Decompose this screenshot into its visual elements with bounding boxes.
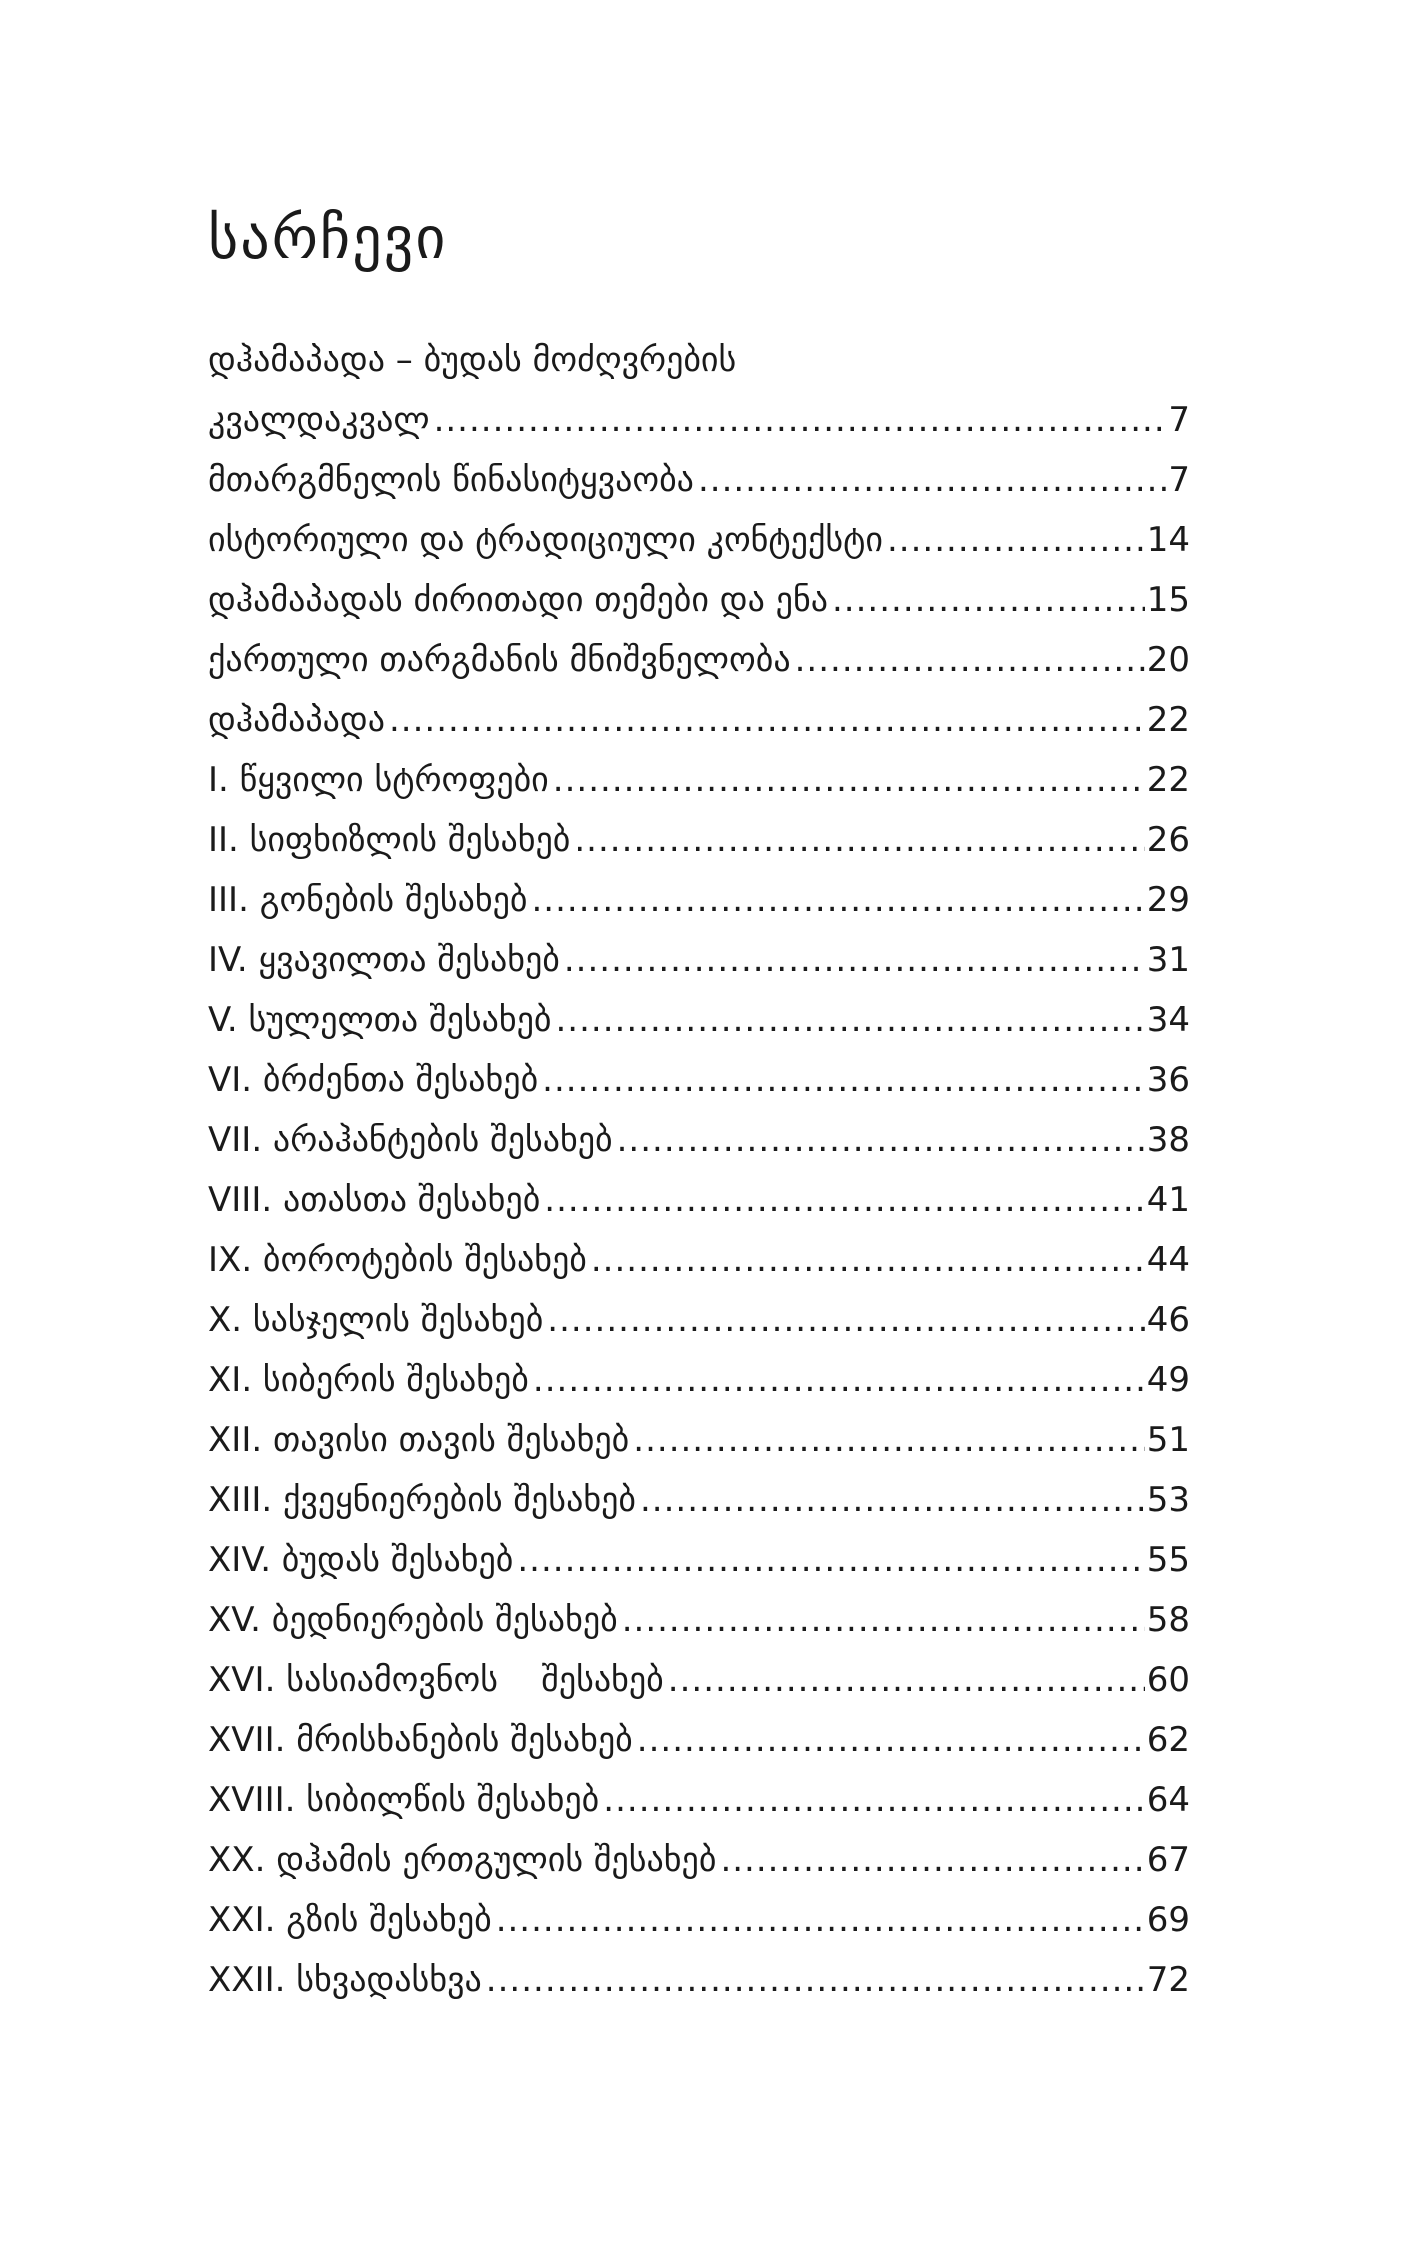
toc-entry[interactable] [208,1710,1190,1770]
dot-leader [640,1470,1145,1530]
toc-page-number: 34 [1146,1000,1190,1040]
toc-entry-text: XXI. გზის შესახებ [208,1900,492,1940]
page-title: სარჩევი [208,204,448,272]
toc-page-number: 20 [1146,640,1190,680]
toc-page-number: 62 [1146,1720,1190,1760]
toc-page-number: 46 [1146,1300,1190,1340]
toc-entry[interactable] [208,930,1190,990]
toc-entry-text: X. სასჯელის შესახებ [208,1300,544,1340]
toc-page-number: 14 [1146,520,1190,560]
toc-entry-text: XI. სიბერის შესახებ [208,1360,529,1400]
dot-leader [544,1170,1144,1230]
toc-entry-text: XX. დჰამის ერთგულის შესახებ [208,1840,717,1880]
toc-page-number: 22 [1146,760,1190,800]
dot-leader [574,810,1144,870]
toc-entry[interactable] [208,1650,1190,1710]
toc-page-number: 72 [1146,1960,1190,2000]
toc-page-number: 7 [1168,460,1190,500]
toc-entry[interactable] [208,1050,1190,1110]
toc-entry[interactable] [208,1350,1190,1410]
toc-entry-text: VII. არაჰანტების შესახებ [208,1120,613,1160]
toc-entry-text: IX. ბოროტების შესახებ [208,1240,587,1280]
toc-entry[interactable] [208,1770,1190,1830]
toc-entry-text: IV. ყვავილთა შესახებ [208,940,560,980]
dot-leader [591,1230,1145,1290]
toc-entry-text: XXII. სხვადასხვა [208,1960,482,2000]
toc-page-number: 49 [1146,1360,1190,1400]
toc-entry-text: დჰამაპადა [208,700,385,740]
dot-leader [389,690,1145,750]
toc-entry[interactable] [208,1830,1190,1890]
toc-entry-text: XVI. სასიამოვნოს შესახებ [208,1660,664,1700]
toc-page-number: 7 [1168,400,1190,440]
toc-page-number: 53 [1146,1480,1190,1520]
toc-entry[interactable] [208,570,1190,630]
toc-page-number: 67 [1146,1840,1190,1880]
toc-entry-text: XVIII. სიბილწის შესახებ [208,1780,600,1820]
toc-entry[interactable] [208,510,1190,570]
toc-entry[interactable] [208,810,1190,870]
dot-leader [553,750,1145,810]
toc-entry-text: XIV. ბუდას შესახებ [208,1540,514,1580]
toc-entry-text: XIII. ქვეყნიერების შესახებ [208,1480,636,1520]
toc-entry-text: ისტორიული და ტრადიციული კონტექსტი [208,520,883,560]
dot-leader [556,990,1145,1050]
toc-entry[interactable] [208,690,1190,750]
dot-leader [637,1710,1145,1770]
toc-entry-text: XII. თავისი თავის შესახებ [208,1420,630,1460]
toc-entry-heading[interactable] [208,330,1190,390]
dot-leader [720,1830,1144,1890]
toc-entry-text: VI. ბრძენთა შესახებ [208,1060,539,1100]
toc-page-number: 31 [1146,940,1190,980]
toc-entry[interactable] [208,1470,1190,1530]
dot-leader [832,570,1145,630]
dot-leader [668,1650,1145,1710]
toc-entry-text: V. სულელთა შესახებ [208,1000,552,1040]
toc-page-number: 58 [1146,1600,1190,1640]
toc-entry[interactable] [208,870,1190,930]
toc-entry[interactable] [208,1890,1190,1950]
toc-entry[interactable] [208,1950,1190,2010]
toc-entry[interactable] [208,990,1190,1050]
toc-page-number: 55 [1146,1540,1190,1580]
toc-page-number: 44 [1146,1240,1190,1280]
toc-page-number: 26 [1146,820,1190,860]
toc-page-number: 64 [1146,1780,1190,1820]
toc-entry[interactable] [208,1290,1190,1350]
dot-leader [486,1950,1145,2010]
toc-entry-text: XV. ბედნიერების შესახებ [208,1600,618,1640]
toc-entry[interactable] [208,1530,1190,1590]
dot-leader [622,1590,1145,1650]
toc-page-number: 15 [1146,580,1190,620]
toc-entry-text: XVII. მრისხანების შესახებ [208,1720,633,1760]
toc-entry[interactable] [208,1170,1190,1230]
dot-leader [698,450,1166,510]
toc-entry-text: დჰამაპადა – ბუდას მოძღვრების [208,340,737,380]
toc-page-number: 22 [1146,700,1190,740]
toc-page-number: 29 [1146,880,1190,920]
toc-page-number: 36 [1146,1060,1190,1100]
toc-entry-text: III. გონების შესახებ [208,880,528,920]
dot-leader [633,1410,1144,1470]
table-of-contents [208,330,1190,2010]
dot-leader [517,1530,1144,1590]
dot-leader [887,510,1145,570]
toc-entry-text: დჰამაპადას ძირითადი თემები და ენა [208,580,828,620]
toc-entry[interactable] [208,1230,1190,1290]
dot-leader [532,870,1145,930]
toc-entry[interactable] [208,1110,1190,1170]
dot-leader [547,1290,1144,1350]
dot-leader [496,1890,1145,1950]
toc-entry[interactable] [208,390,1190,450]
toc-entry-text: II. სიფხიზლის შესახებ [208,820,571,860]
dot-leader [795,630,1145,690]
toc-entry[interactable] [208,750,1190,810]
toc-entry-text: VIII. ათასთა შესახებ [208,1180,541,1220]
dot-leader [564,930,1145,990]
toc-page-number: 38 [1146,1120,1190,1160]
toc-page-number: 51 [1146,1420,1190,1460]
toc-page-number: 41 [1146,1180,1190,1220]
toc-entry[interactable] [208,1590,1190,1650]
dot-leader [617,1110,1145,1170]
dot-leader [434,390,1167,450]
toc-entry-text: I. წყვილი სტროფები [208,760,549,800]
toc-entry[interactable] [208,630,1190,690]
dot-leader [533,1350,1145,1410]
toc-entry[interactable] [208,1410,1190,1470]
toc-page-number: 69 [1146,1900,1190,1940]
toc-entry-text: მთარგმნელის წინასიტყვაობა [208,460,694,500]
toc-entry[interactable] [208,450,1190,510]
toc-page-number: 60 [1146,1660,1190,1700]
toc-entry-text: კვალდაკვალ [208,400,430,440]
toc-entry-text: ქართული თარგმანის მნიშვნელობა [208,640,791,680]
dot-leader [603,1770,1144,1830]
dot-leader [542,1050,1145,1110]
